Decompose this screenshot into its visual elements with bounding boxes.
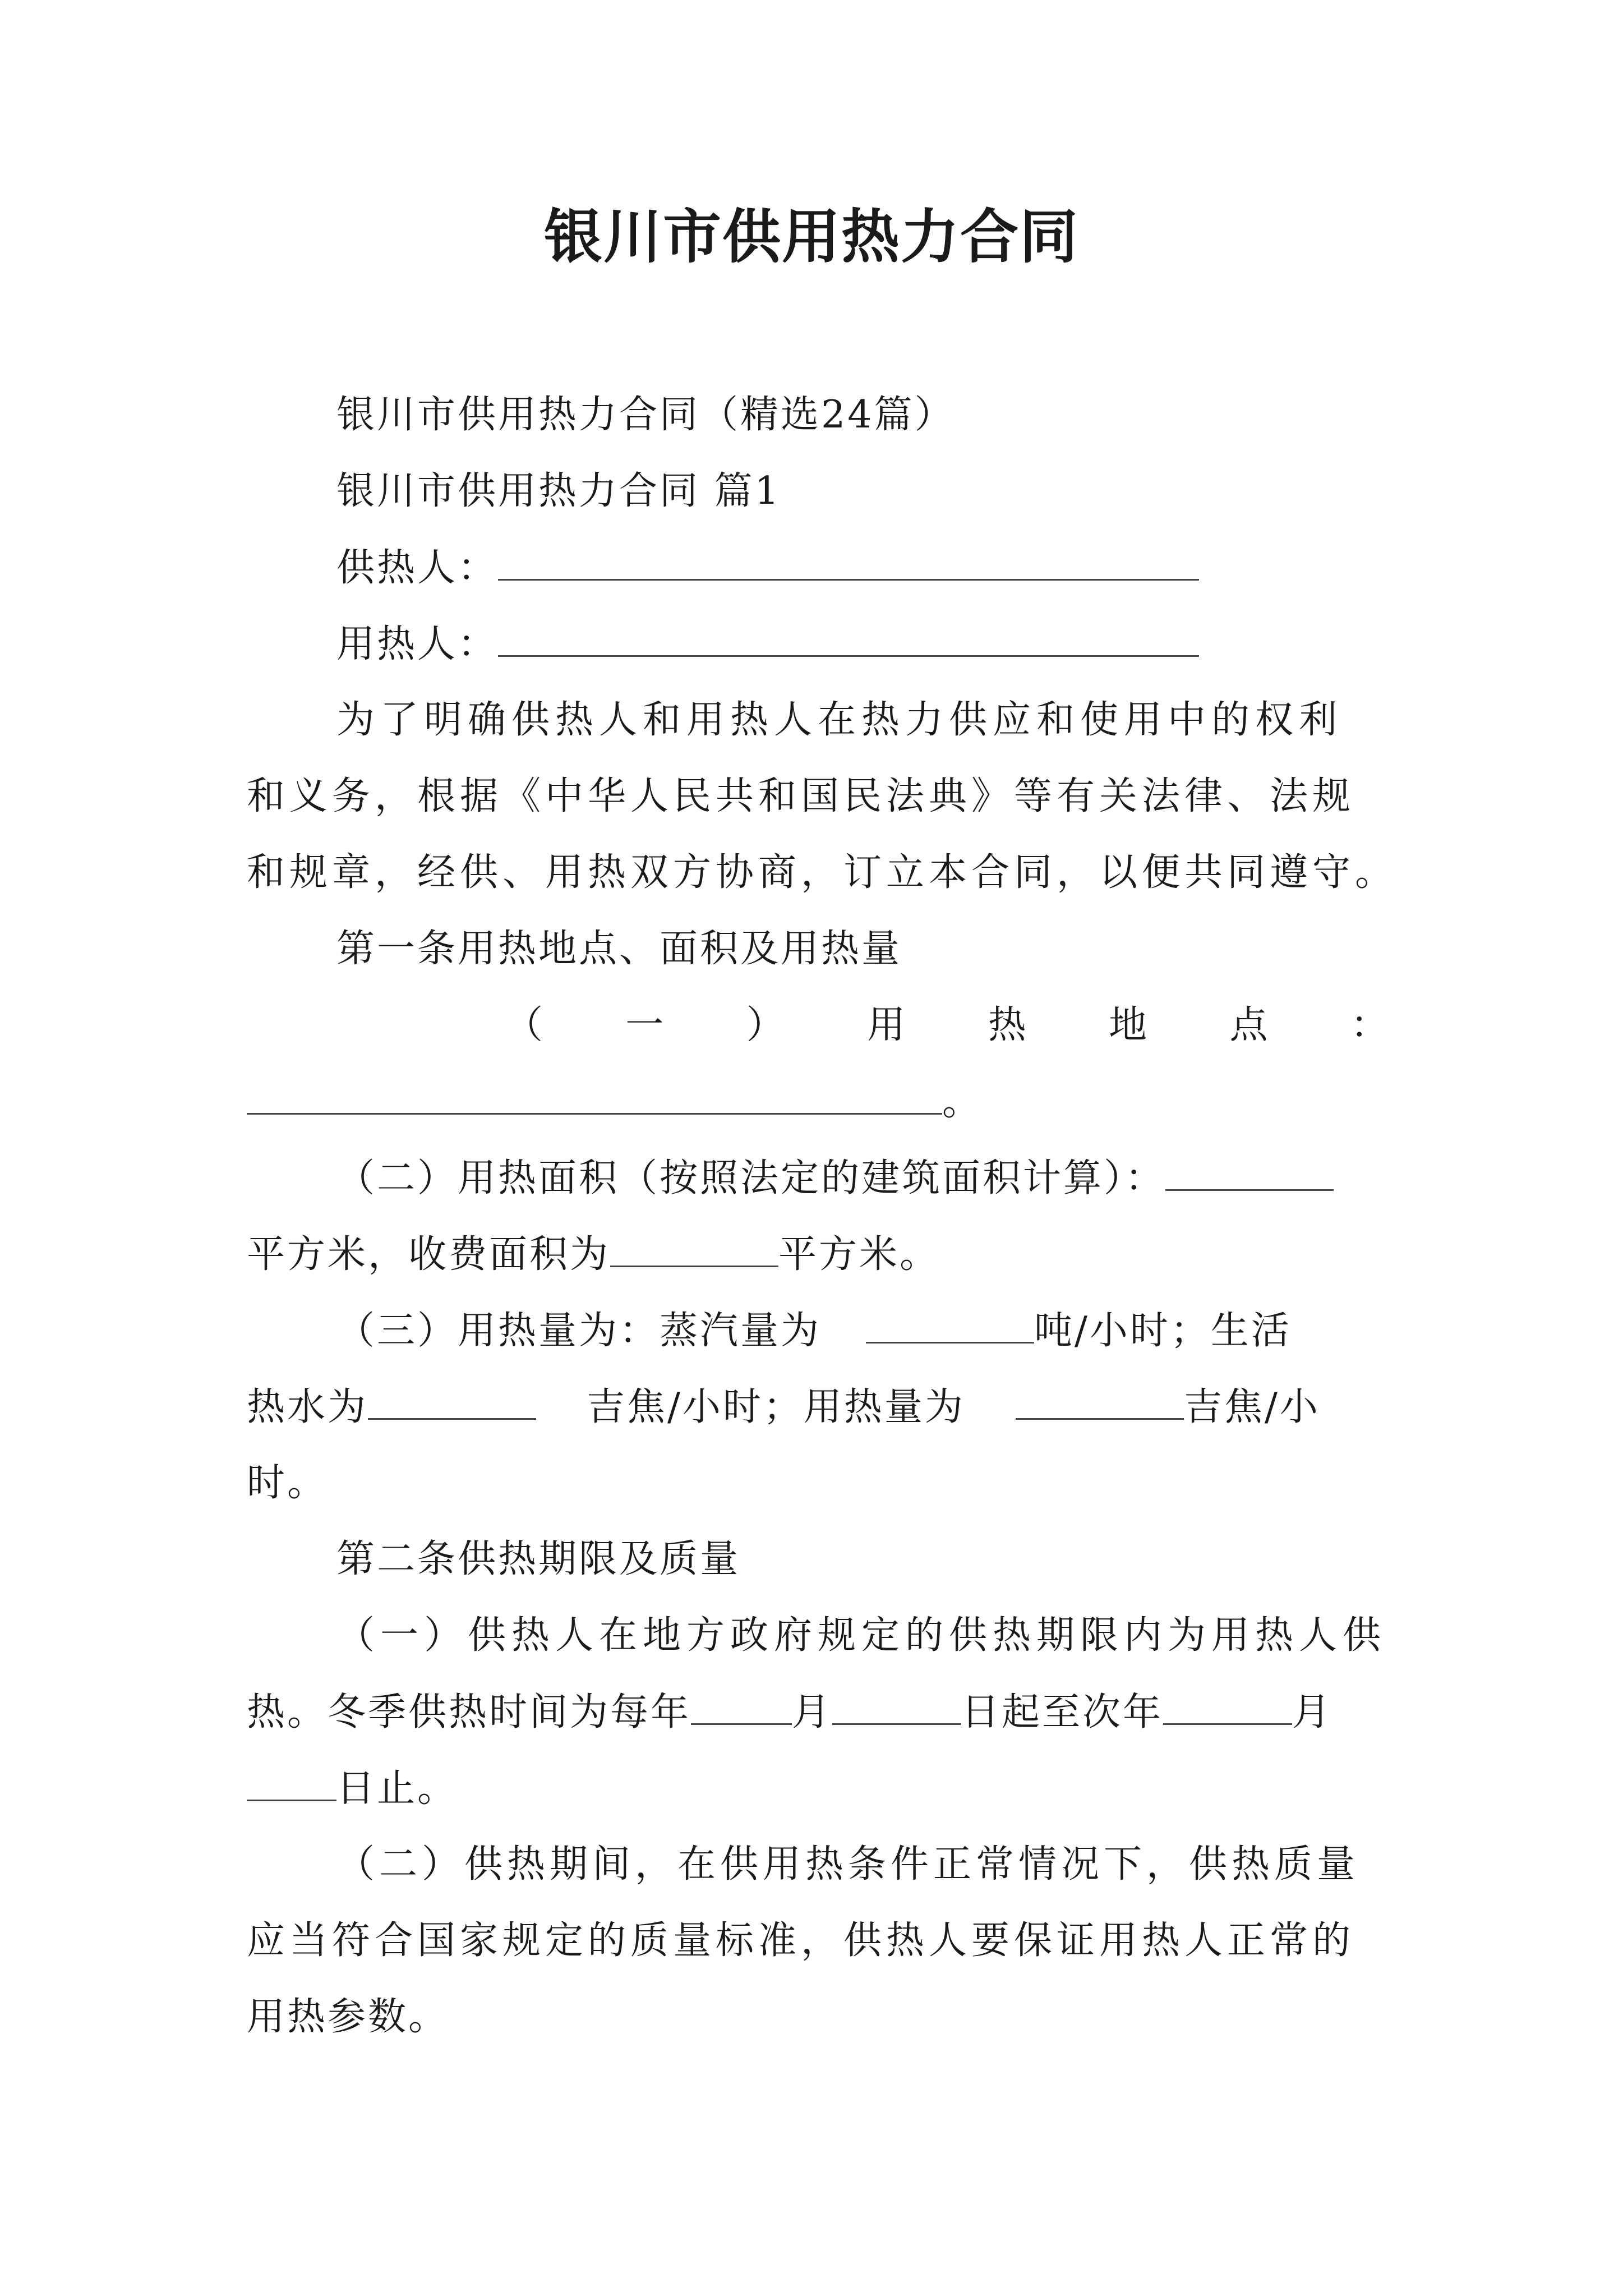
article2-item1-line3 [247, 1760, 1391, 1817]
item1-char: ： [1350, 1003, 1391, 1047]
article1-item2-line2 [247, 1226, 1391, 1283]
user-label: 用热人： [336, 622, 499, 666]
heat-blank [1016, 1379, 1184, 1420]
article2-item2-line1: （二）供热期间，在供用热条件正常情况下，供热质量 [336, 1842, 1360, 1887]
end-month-blank [1163, 1684, 1292, 1725]
item2-text: （二）用热面积（按照法定的建筑面积计算）： [336, 1156, 1166, 1200]
date-text-b: 月 [792, 1690, 833, 1734]
date-text-c: 日起至次年 [961, 1690, 1164, 1734]
item3-text-c: 热水为 [247, 1385, 368, 1429]
article2-heading: 第二条供热期限及质量 [336, 1537, 741, 1581]
article1-item2-line1 [336, 1150, 1391, 1207]
item3-text-b: 吨/小时；生活 [1034, 1309, 1292, 1353]
item1-char: 点 [1229, 1003, 1270, 1047]
intro-line-3: 和规章，经供、用热双方协商，订立本合同，以便共同遵守。 [247, 850, 1398, 895]
article1-item1-blank-line [247, 1074, 1391, 1130]
article2-item2-line3: 用热参数。 [247, 1995, 449, 2039]
article1-heading: 第一条用热地点、面积及用热量 [336, 927, 902, 971]
supplier-label: 供热人： [336, 546, 499, 590]
intro-line-2: 和义务，根据《中华人民共和国民法典》等有关法律、法规 [247, 774, 1355, 818]
item1-char: 地 [1109, 1003, 1150, 1047]
article1-item3-line1 [336, 1303, 1391, 1359]
article2-item1-line2 [247, 1684, 1391, 1741]
item2-text-a: 平方米，收费面积为 [247, 1232, 611, 1277]
item1-char: ） [746, 1003, 787, 1047]
user-blank [498, 616, 1199, 657]
steam-blank [866, 1303, 1034, 1343]
start-day-blank [832, 1684, 961, 1725]
item1-char: 热 [988, 1003, 1029, 1047]
supplier-line [336, 540, 1391, 596]
date-text-d: 月 [1292, 1690, 1333, 1734]
item3-text-e: 吉焦/小 [1183, 1385, 1320, 1429]
item2-text-b: 平方米。 [778, 1232, 940, 1277]
item3-text-a: （三）用热量为：蒸汽量为 [336, 1309, 822, 1353]
charge-area-blank [610, 1226, 778, 1267]
item1-char: 用 [867, 1003, 908, 1047]
intro-line-1: 为了明确供热人和用热人在热力供应和使用中的权利 [336, 698, 1343, 742]
location-blank [247, 1074, 942, 1115]
item1-char: 一 [625, 1003, 666, 1047]
item1-char: （ [505, 1003, 546, 1047]
article1-item3-line3: 时。 [247, 1461, 328, 1505]
section-heading: 银川市供用热力合同 篇1 [336, 469, 781, 513]
item1-period: 。 [942, 1080, 983, 1124]
article1-item1-line [505, 997, 1391, 1053]
supplier-blank [498, 540, 1199, 581]
user-line [336, 616, 1391, 673]
document-title: 银川市供用热力合同 [543, 202, 1079, 271]
article2-item1-line1: （一）供热人在地方政府规定的供热期限内为用热人供 [336, 1613, 1387, 1658]
start-month-blank [691, 1684, 792, 1725]
article1-item3-line2 [247, 1379, 1391, 1435]
end-day-blank [247, 1760, 336, 1801]
hot-water-blank [368, 1379, 536, 1420]
subtitle: 银川市供用热力合同（精选24篇） [336, 393, 955, 437]
date-text-a: 热。冬季供热时间为每年 [247, 1690, 691, 1734]
article2-item2-line2: 应当符合国家规定的质量标准，供热人要保证用热人正常的 [247, 1918, 1355, 1963]
item3-text-d: 吉焦/小时；用热量为 [587, 1385, 965, 1429]
area-blank [1165, 1150, 1334, 1191]
date-text-e: 日止。 [336, 1766, 458, 1811]
